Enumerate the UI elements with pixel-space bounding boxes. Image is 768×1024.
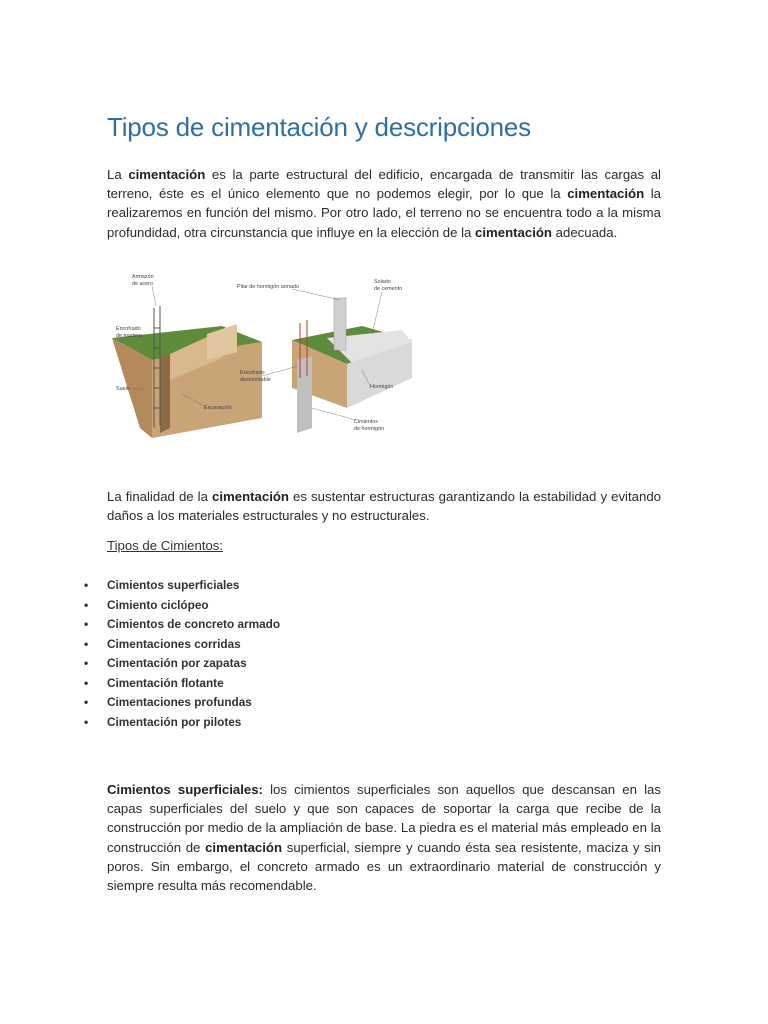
label-excavacion: Excavación — [204, 405, 232, 411]
label-encofrado-madera-2: de madera — [116, 333, 142, 339]
list-item — [84, 674, 280, 694]
bullet: • — [84, 636, 89, 651]
label-solado-1: Solado — [374, 279, 391, 285]
bullet: • — [84, 597, 89, 612]
intro-text-3: la realizaremos en función del mismo. Por otro lado, el terreno no se encuentra todo a la misma profundidad, otra circunstancia que influye en la elección de la — [107, 186, 662, 240]
intro-text-1: La — [107, 167, 129, 182]
list-item-label: Cimentaciones profundas — [107, 695, 252, 709]
intro-text-4: adecuada. — [551, 224, 618, 240]
label-cimientos-1: Cimientos — [354, 419, 378, 425]
list-item — [84, 615, 280, 635]
list-item — [84, 713, 280, 733]
list-item — [84, 576, 280, 596]
superficiales-bold-1: Cimientos superficiales: — [107, 782, 263, 797]
bullet: • — [84, 714, 89, 729]
trench-left — [160, 354, 170, 433]
bullet: • — [84, 656, 89, 670]
list-item-label: Cimientos de concreto armado — [107, 617, 281, 631]
label-encofrado-madera-1: Encofrado — [116, 326, 141, 332]
label-suelo: Suelo — [116, 386, 130, 392]
list-item-label: Cimiento ciclópeo — [107, 597, 209, 612]
label-armazon-2: de acero — [132, 281, 153, 287]
intro-bold-1: cimentación — [128, 167, 206, 182]
label-armazon-1: Armazón — [132, 274, 154, 280]
intro-text-2: es la parte estructural del edificio, encargada de transmitir las cargas al terreno, éste es el único elemento que no podemos elegir, por lo que la — [107, 167, 661, 202]
list-item-label: Cimientos superficiales — [107, 578, 240, 592]
bullet: • — [84, 675, 89, 690]
types-heading: Tipos de Cimientos: — [107, 538, 224, 553]
list-item-label: Cimentación por zapatas — [107, 656, 247, 670]
label-solado-2: de cemento — [374, 286, 403, 292]
bullet: • — [84, 578, 89, 592]
footing-right — [297, 356, 312, 433]
purpose-text-2: es sustentar estructuras garantizando la estabilidad y evitando daños a los materiales estructurales y no estructurales. — [107, 489, 661, 524]
concrete-pillar — [334, 298, 346, 350]
list-item — [84, 596, 280, 616]
label-hormigon: Hormigón — [370, 384, 394, 390]
purpose-text-1: La finalidad de la — [107, 489, 213, 504]
list-item-label: Cimentación por pilotes — [107, 714, 242, 729]
list-item — [84, 693, 280, 713]
list-item — [84, 654, 280, 674]
list-item — [84, 635, 280, 655]
list-item-label: Cimentaciones corridas — [107, 636, 241, 651]
label-cimientos-2: de hormigón — [354, 426, 384, 432]
label-encofrado-desmontable-1: Encofrado — [240, 370, 265, 376]
intro-paragraph — [107, 165, 661, 242]
superficiales-text-1: los cimientos superficiales son aquellos que descansan en las capas superficiales del suelo y que son capaces de soportar la carga que recibe de la construcción por medio de la ampliación de base. La piedra es el material más empleado en la construcción de — [107, 782, 661, 855]
list-item-label: Cimentación flotante — [107, 675, 224, 690]
bullet: • — [84, 695, 89, 709]
purpose-bold-1: cimentación — [212, 489, 289, 504]
label-encofrado-desmontable-2: desmontable — [240, 377, 271, 383]
superficiales-text-2: superficial, siempre y cuando ésta sea resistente, maciza y sin poros. Sin embargo, el concreto armado es un extraordinario material de construcción y siempre resulta más recomendable. — [107, 839, 662, 894]
foundation-diagram — [112, 268, 417, 444]
foundation-illustration — [112, 268, 417, 444]
types-list — [84, 576, 280, 732]
intro-bold-2: cimentación — [567, 186, 645, 202]
bullet: • — [84, 617, 89, 631]
page-title: Tipos de cimentación y descripciones — [107, 112, 531, 142]
purpose-paragraph — [107, 487, 661, 525]
superficiales-bold-2: cimentación — [205, 839, 283, 855]
superficiales-paragraph — [107, 780, 661, 895]
label-pilar: Pilar de hormigón armado — [237, 284, 300, 290]
intro-bold-3: cimentación — [475, 224, 552, 240]
